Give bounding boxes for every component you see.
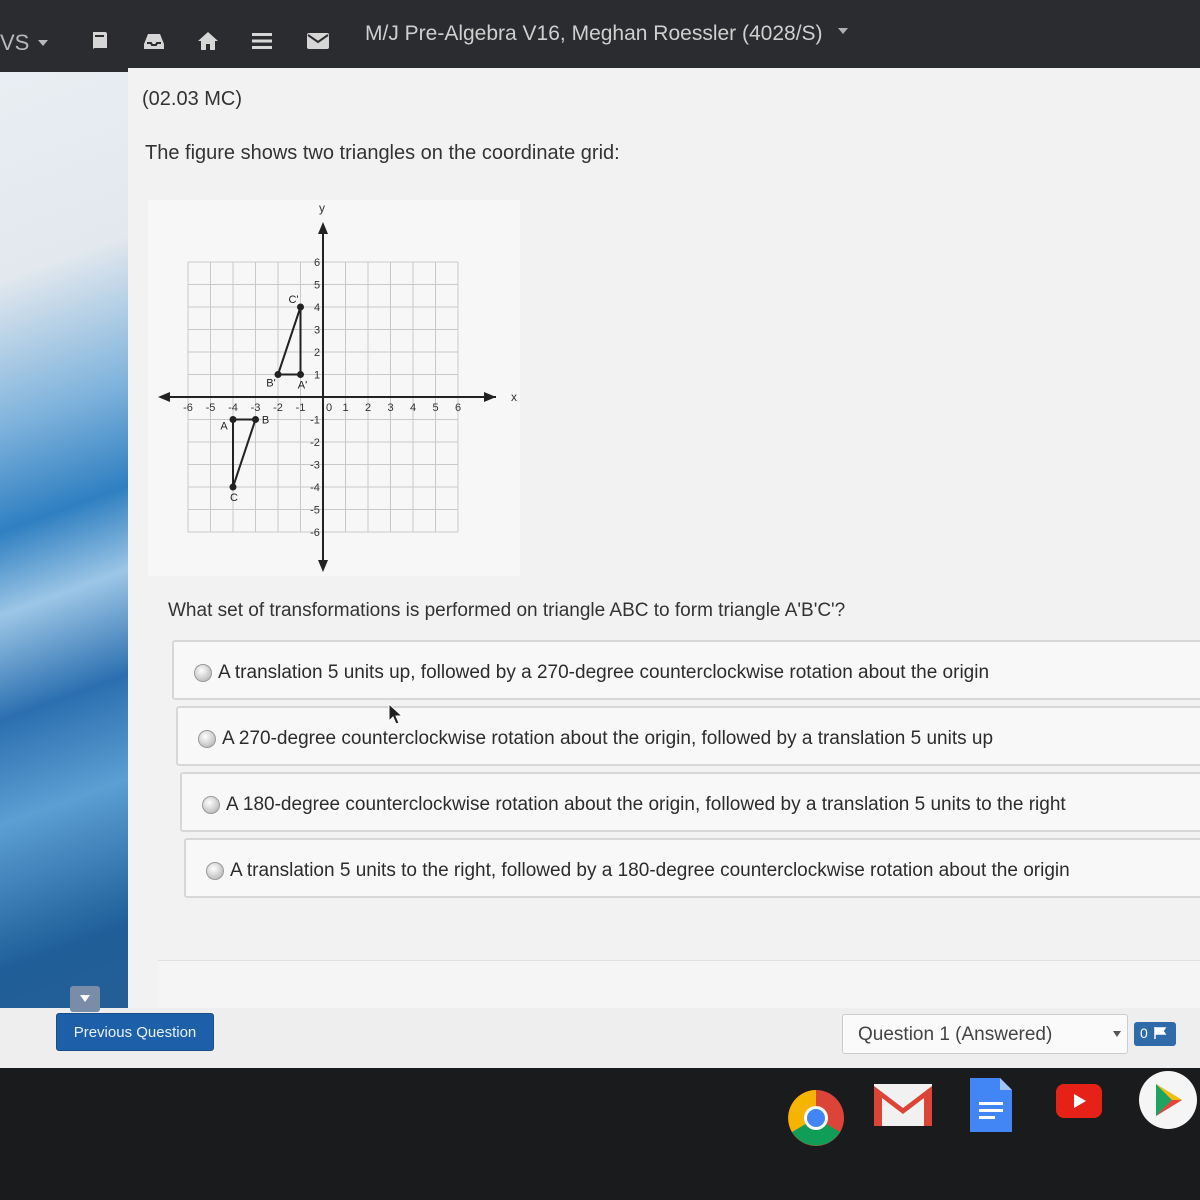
answer-option-4[interactable] <box>184 838 1200 898</box>
coordinate-grid-figure <box>148 200 520 576</box>
question-prompt: The figure shows two triangles on the coordinate grid: <box>145 142 620 164</box>
y-tick-label: -2 <box>310 437 320 449</box>
triangle-abc-vertex-label: B <box>261 414 270 427</box>
book-icon[interactable] <box>88 30 112 52</box>
course-dropdown-caret-icon[interactable] <box>838 28 848 34</box>
x-tick-label: -4 <box>228 402 238 414</box>
question-code: (02.03 MC) <box>142 88 243 110</box>
y-tick-label: 3 <box>313 324 321 337</box>
x-tick-label: -3 <box>250 402 261 414</box>
radio-button[interactable] <box>194 664 212 682</box>
triangle-a-prime-b-prime-c-prime-vertex-label: B' <box>266 377 276 390</box>
answer-option-label: A 270-degree counterclockwise rotation about the origin, followed by a translation 5 units up <box>222 728 994 749</box>
home-icon[interactable] <box>196 30 220 52</box>
x-tick-label: -1 <box>295 402 306 414</box>
answer-option-label: A translation 5 units to the right, followed by a 180-degree counterclockwise rotation about the origin <box>230 860 1070 881</box>
triangle-abc-vertex-label: C <box>230 492 238 504</box>
triangle-a-prime-b-prime-c-prime-vertex-label: A' <box>297 379 308 392</box>
question-text: What set of transformations is performed on triangle ABC to form triangle A'B'C'? <box>168 600 846 621</box>
triangle-a-prime-b-prime-c-prime <box>278 307 301 375</box>
y-tick-label: -5 <box>310 504 320 517</box>
answer-option-1[interactable] <box>172 640 1200 700</box>
triangle-abc-vertex <box>230 484 237 491</box>
answer-option-label: A 180-degree counterclockwise rotation about the origin, followed by a translation 5 units to the right <box>226 794 1066 815</box>
x-tick-label: -5 <box>205 402 216 414</box>
triangle-a-prime-b-prime-c-prime-vertex <box>297 371 304 378</box>
y-tick-label: 4 <box>313 302 321 314</box>
top-navigation-bar <box>0 0 1200 72</box>
x-axis-label: x <box>511 390 517 404</box>
x-tick-label: 4 <box>409 402 417 414</box>
x-tick-label: 6 <box>454 402 462 414</box>
x-tick-label: 3 <box>387 402 394 414</box>
chrome-icon[interactable] <box>786 1088 846 1148</box>
os-dock <box>0 1068 1200 1200</box>
y-tick-label: 1 <box>313 369 321 382</box>
y-axis-arrow-up <box>318 222 328 234</box>
play-store-icon[interactable] <box>1138 1070 1198 1130</box>
triangle-abc-vertex <box>230 416 237 423</box>
y-axis-label: y <box>319 201 325 215</box>
y-tick-label: 6 <box>313 257 321 269</box>
x-tick-label: 2 <box>364 402 372 414</box>
flag-count: 0 <box>1140 1025 1148 1041</box>
y-tick-label: -1 <box>310 414 320 427</box>
chevron-down-icon <box>80 995 90 1002</box>
y-tick-label: -3 <box>310 459 320 472</box>
radio-button[interactable] <box>198 730 216 748</box>
chevron-down-icon <box>1113 1031 1121 1037</box>
y-axis-arrow-down <box>318 560 328 572</box>
x-tick-label: -6 <box>183 402 193 414</box>
y-tick-label: -6 <box>310 527 320 539</box>
radio-button[interactable] <box>206 862 224 880</box>
coordinate-grid-svg <box>148 200 520 576</box>
course-title[interactable]: M/J Pre-Algebra V16, Meghan Roessler (4028/S) <box>365 22 823 45</box>
triangle-abc <box>233 420 256 488</box>
collapse-toggle[interactable] <box>70 986 100 1012</box>
answer-option-3[interactable] <box>180 772 1200 832</box>
inbox-icon[interactable] <box>142 30 166 52</box>
menu-icon[interactable] <box>250 30 274 52</box>
y-tick-label: -4 <box>310 482 320 494</box>
triangle-abc-vertex-label: A <box>220 420 228 433</box>
mail-icon[interactable] <box>306 30 330 52</box>
y-tick-label: 2 <box>313 347 321 359</box>
question-select[interactable] <box>842 1014 1128 1054</box>
x-axis-arrow-right <box>484 392 496 402</box>
origin-label: 0 <box>325 402 333 414</box>
x-axis-arrow-left <box>158 392 170 402</box>
mouse-pointer-icon <box>388 703 404 727</box>
flag-icon <box>1154 1027 1168 1039</box>
gmail-icon[interactable] <box>874 1084 932 1126</box>
triangle-a-prime-b-prime-c-prime-vertex-label: C' <box>288 294 299 306</box>
x-tick-label: -2 <box>273 402 283 414</box>
answer-option-label: A translation 5 units up, followed by a 270-degree counterclockwise rotation about the origin <box>218 662 990 683</box>
radio-button[interactable] <box>202 796 220 814</box>
y-tick-label: 5 <box>313 279 321 292</box>
previous-question-button[interactable]: Previous Question <box>56 1013 214 1051</box>
docs-icon[interactable] <box>970 1078 1012 1132</box>
youtube-icon[interactable] <box>1056 1084 1102 1118</box>
x-tick-label: 1 <box>342 402 349 414</box>
decorative-side-panel <box>0 72 128 1072</box>
question-select-value: Question 1 (Answered) <box>858 1024 1053 1045</box>
answer-option-2[interactable] <box>176 706 1200 766</box>
triangle-abc-vertex <box>252 416 259 423</box>
x-tick-label: 5 <box>432 402 439 414</box>
flag-badge[interactable] <box>1134 1022 1176 1046</box>
brand-dropdown-caret-icon[interactable] <box>38 40 48 46</box>
brand-label[interactable]: VS <box>0 30 30 55</box>
